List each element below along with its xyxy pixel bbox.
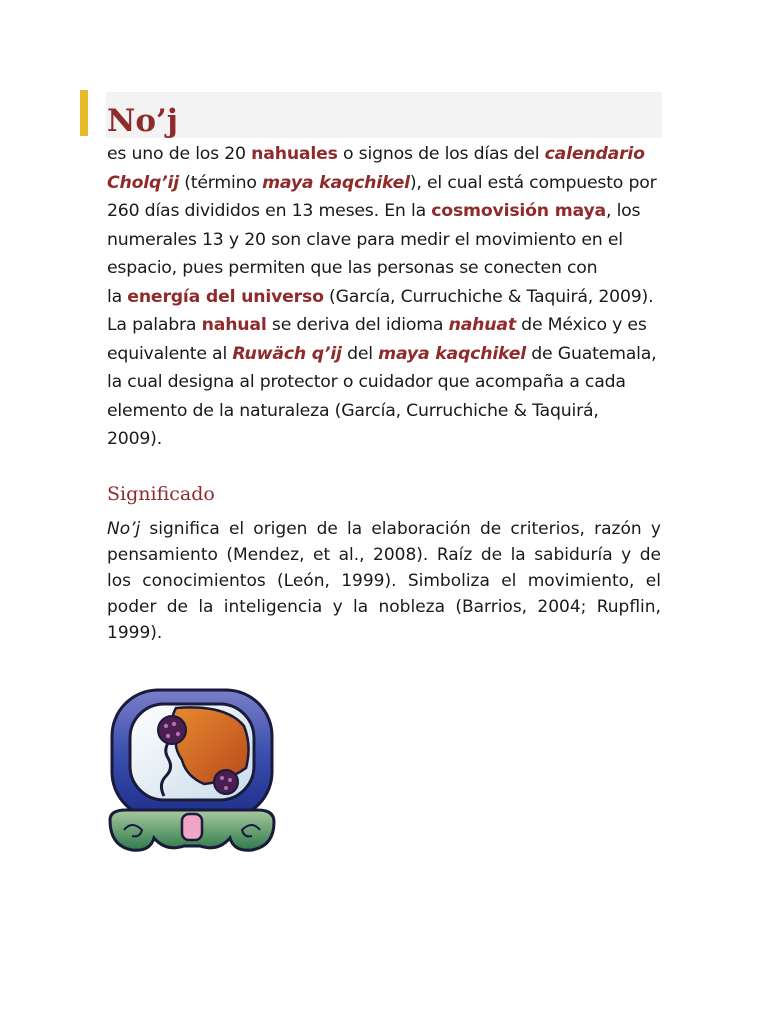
word: la — [353, 597, 369, 617]
intro-paragraph — [107, 140, 667, 454]
intro-line — [107, 283, 667, 312]
intro-text: la cual designa al protector o cuidador que acompaña a cada — [107, 372, 626, 392]
meaning-line — [107, 516, 661, 542]
word: Simboliza — [407, 571, 490, 591]
word: de — [480, 545, 503, 565]
intro-line — [107, 311, 667, 340]
word: poder — [107, 597, 157, 617]
word: Rupflin, — [596, 597, 661, 617]
page-title: No’j — [107, 103, 179, 139]
title-background — [106, 92, 662, 138]
word: razón — [594, 519, 642, 539]
word: sabiduría — [534, 545, 613, 565]
word: de — [639, 545, 661, 565]
highlighted-term: maya kaqchikel — [378, 343, 526, 364]
word: de — [166, 597, 188, 617]
intro-line — [107, 397, 667, 426]
word: los — [107, 571, 131, 591]
highlighted-term: energía del universo — [127, 286, 324, 307]
word: et — [312, 545, 331, 565]
intro-text: (García, Curruchiche & Taquirá, 2009). — [323, 286, 654, 307]
word: No’j — [107, 519, 141, 539]
word: 1999). — [107, 623, 163, 643]
intro-text: del — [341, 343, 379, 364]
intro-line — [107, 226, 667, 255]
word: el — [228, 519, 245, 539]
intro-text: 260 días divididos en 13 meses. En la — [107, 201, 432, 221]
highlighted-term: calendario — [544, 144, 645, 164]
intro-line — [107, 254, 667, 283]
intro-text: La palabra — [107, 315, 202, 335]
intro-text: de México y es — [515, 315, 647, 335]
intro-text: equivalente al — [107, 343, 233, 364]
word: significa — [149, 519, 220, 539]
title-accent-bar — [80, 90, 88, 136]
word: el — [645, 571, 661, 591]
word: inteligencia — [223, 597, 323, 617]
intro-line — [107, 340, 667, 369]
meaning-line — [107, 594, 661, 620]
highlighted-term: nahual — [201, 315, 267, 335]
word: conocimientos — [142, 571, 266, 591]
intro-text: numerales 13 y 20 son clave para medir el movimiento en el — [107, 229, 623, 250]
word: pensamiento — [107, 545, 218, 565]
word: (Barrios, — [455, 597, 528, 617]
word: y — [650, 519, 661, 539]
highlighted-term: maya kaqchikel — [262, 172, 410, 193]
intro-text: la — [107, 286, 128, 307]
word: elaboración — [371, 519, 471, 539]
word: movimiento, — [527, 571, 635, 591]
intro-text: se deriva del idioma — [266, 315, 449, 335]
word: (León, — [277, 571, 330, 591]
word: 2004; — [537, 597, 587, 617]
meaning-line — [107, 568, 661, 594]
word: de — [316, 519, 338, 539]
meaning-line — [107, 542, 661, 568]
section-heading-significado: Significado — [107, 483, 215, 505]
intro-line — [107, 169, 667, 198]
highlighted-term: nahuat — [448, 315, 516, 335]
intro-line — [107, 368, 667, 397]
intro-text: o signos de los días del — [337, 144, 545, 164]
meaning-line — [107, 620, 661, 646]
meaning-paragraph — [107, 516, 661, 646]
intro-text: 2009). — [107, 429, 163, 449]
word: la — [347, 519, 363, 539]
intro-text: espacio, pues permiten que las personas se conecten con — [107, 258, 598, 278]
intro-line — [107, 140, 667, 169]
word: 2008). — [373, 545, 429, 565]
highlighted-term: Ruwäch q’ij — [232, 343, 342, 364]
word: al., — [338, 545, 365, 565]
word: (Mendez, — [226, 545, 305, 565]
word: criterios, — [510, 519, 585, 539]
intro-text: ), el cual está compuesto por — [409, 172, 657, 193]
word: 1999). — [341, 571, 397, 591]
intro-text: , los — [605, 201, 641, 221]
word: y — [332, 597, 343, 617]
highlighted-term: nahuales — [251, 144, 338, 164]
word: Raíz — [436, 545, 473, 565]
word: la — [198, 597, 214, 617]
intro-text: de Guatemala, — [525, 343, 657, 364]
intro-line — [107, 197, 667, 226]
highlighted-term: cosmovisión maya — [431, 201, 606, 221]
word: el — [501, 571, 517, 591]
highlighted-term: Cholq’ij — [107, 172, 179, 193]
word: nobleza — [378, 597, 445, 617]
word: origen — [253, 519, 308, 539]
word: de — [479, 519, 502, 539]
intro-text: es uno de los 20 — [107, 144, 252, 164]
intro-line — [107, 425, 667, 454]
intro-text: (término — [178, 172, 263, 193]
word: y — [621, 545, 632, 565]
intro-text: elemento de la naturaleza (García, Curruchiche & Taquirá, — [107, 400, 599, 421]
word: la — [510, 545, 526, 565]
noj-maya-glyph-icon — [106, 686, 278, 858]
